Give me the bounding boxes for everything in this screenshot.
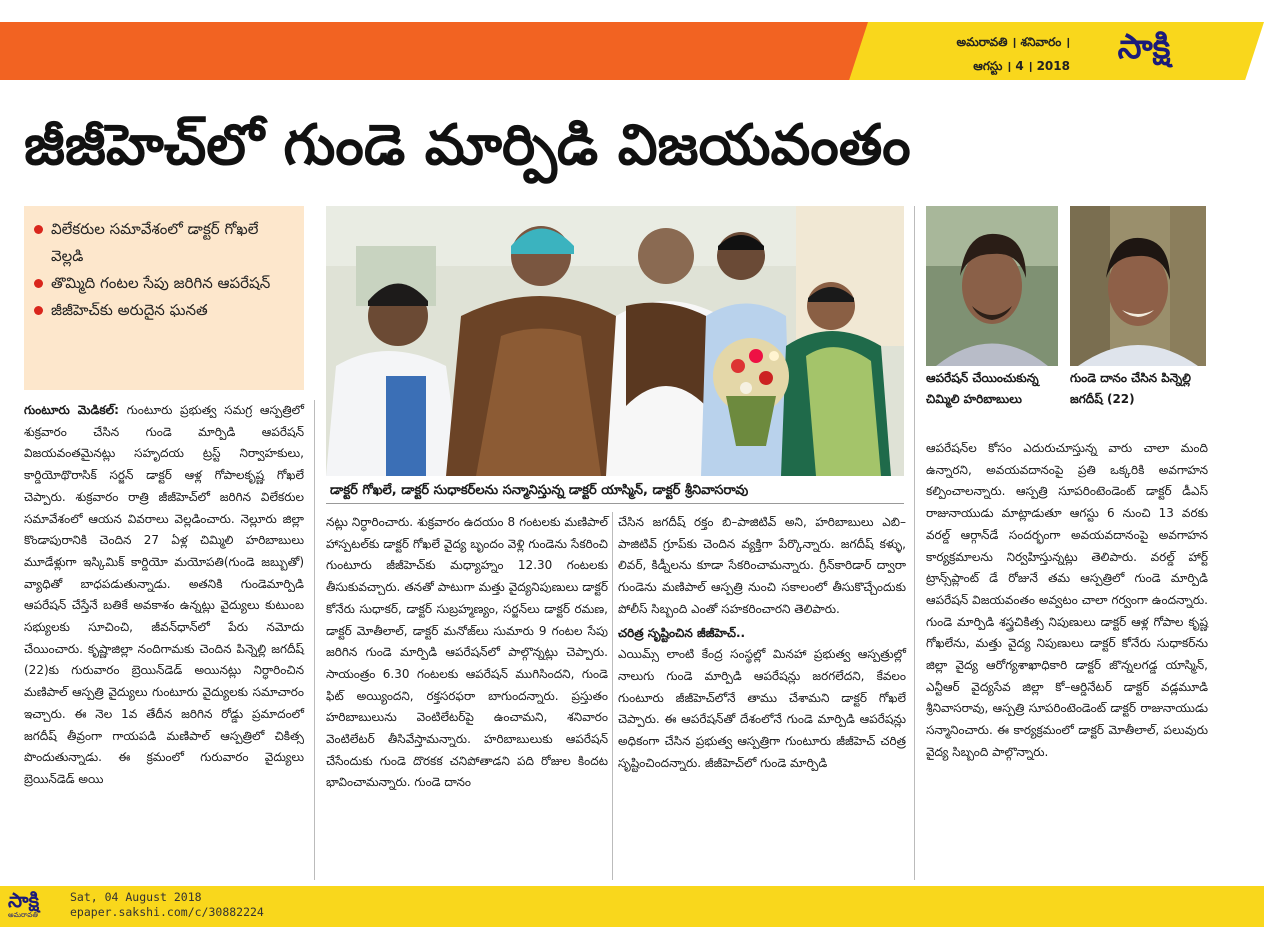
donor-caption: గుండె దానం చేసిన పిన్నెల్లి జగదీష్‌ (22) xyxy=(1070,371,1191,406)
bullet-icon xyxy=(34,306,43,315)
felicitation-photo xyxy=(326,206,904,476)
article-column-1 xyxy=(24,400,304,791)
highlight-text: తొమ్మిది గంటల సేపు జరిగిన ఆపరేషన్‌ xyxy=(51,274,271,292)
article-text: నట్లు నిర్ధారించారు. శుక్రవారం ఉదయం 8 గంటలకు మణిపాల్‌ హాస్పటల్‌కు డాక్టర్‌ గోఖలే వైద్య బృందం వెళ్లి గుండెను సేకరించి గుంటూరు జీజీహెచ్‌కు మధ్యాహ్నం 12.30 గంటలకు తీసుకువచ్చారు. తనతో పాటుగా మత్తు వైద్యనిపుణులు డాక్టర్‌ కోనేరు సుధాకర్‌, డాక్టర్‌ సుబ్రహ్మణ్యం, సర్జన్‌లు డాక్టర్‌ రమణ, డాక్టర్‌ మోతీలాల్‌, డాక్టర్‌ మనోజ్‌లు సుమారు 9 గంటల సేపు జరిగిన గుండె మార్పిడి ఆపరేషన్‌లో పాల్గొన్నట్లు చెప్పారు. సాయంత్రం 6.30 గంటలకు ఆపరేషన్‌ ముగిసిందని, గుండె ఫిట్‌ అయ్యిందని, రక్తసరఫరా బాగుందన్నారు. ప్రస్తుతం హరిబాబులును వెంటిలేటర్‌పై ఉంచామని, శనివారం వెంటిలేటర్‌ తీసివేస్తామన్నారు. హరిబాబులుకు ఆపరేషన్‌ చేసేందుకు గుండె దొరకక చనిపోతాడని పది రోజుల కిందట భావించామన్నారు. గుండె దానం xyxy=(326,515,608,790)
column-divider xyxy=(612,512,613,880)
article-text: చేసిన జగదీష్‌ రక్తం బి–పాజిటివ్‌ అని, హరిబాబులు ఎబి–పాజిటివ్‌ గ్రూప్‌కు చెందిన వ్యక్తిగా పేర్కొన్నారు. జగదీష్‌ కళ్ళు, లివర్‌, కిడ్నీలను కూడా సేకరించామన్నారు. గ్రీన్‌కారిడార్‌ ద్వారా గుండెను మణిపాల్‌ ఆస్పత్రి నుంచి సకాలంలో తీసుకొచ్చేందుకు పోలీస్‌ సిబ్బంది ఎంతో సహకరించారని తెలిపారు. xyxy=(618,515,906,616)
recipient-portrait-illustration xyxy=(926,206,1058,366)
article-column-4 xyxy=(926,438,1208,764)
highlights-box xyxy=(24,206,304,390)
epaper-footer xyxy=(0,886,1264,927)
highlight-item xyxy=(34,216,294,270)
edition-dateline xyxy=(910,30,1070,78)
article-column-2 xyxy=(326,512,608,794)
footer-date: Sat, 04 August 2018 xyxy=(70,890,202,904)
bullet-icon xyxy=(34,225,43,234)
sakshi-logo-text: సాక్షి xyxy=(1117,27,1171,67)
dateline-city-day: అమరావతి । శనివారం । xyxy=(956,35,1070,49)
article-text: గుంటూరు ప్రభుత్వ సమగ్ర ఆస్పత్రిలో శుక్రవారం చేసిన గుండె మార్పిడి ఆపరేషన్‌ విజయవంతమైనట్లు సహృదయ ట్రస్ట్‌ నిర్వాహకులు, కార్డియోథొరాసిక్‌ సర్జన్‌ డాక్టర్‌ ఆళ్ల గోపాలకృష్ణ గోఖలే చెప్పారు. శుక్రవారం రాత్రి జీజీహెచ్‌లో జరిగిన విలేకరుల సమావేశంలో ఆయన వివరాలు వెల్లడించారు. నెల్లూరు జిల్లా కొండాపురానికి చెందిన 27 ఏళ్ల చిమ్మిలి హరిబాబులు మూడేళ్లుగా ఇస్కిమిక్‌ కార్డియో మయోపతి(గుండె జబ్బుతో) వ్యాధితో బాధపడుతున్నాడు. అతనికి గుండెమార్పిడి ఆపరేషన్‌ చేస్తేనే బతికే అవకాశం ఉన్నట్లు వైద్యులు కుటుంబ సభ్యులకు సూచించి, జీవన్‌ధాన్‌లో పేరు నమోదు చేయించారు. కృష్ణాజిల్లా నందిగామకు చెందిన పిన్నెల్లి జగదీష్‌ (22)కు గురువారం బ్రెయిన్‌డెడ్‌ అయినట్లు నిర్ధారించిన మణిపాల్‌ ఆస్పత్రి వైద్యులు గుంటూరు వైద్యులకు సమాచారం ఇచ్చారు. ఈ నెల 1వ తేదీన జరిగిన రోడ్డు ప్రమాదంలో జగదీష్‌ తీవ్రంగా గాయపడి మణిపాల్‌ ఆస్పత్రిలో చికిత్స పొందుతున్నాడు. ఈ క్రమంలో గురువారం వైద్యులు బ్రెయిన్‌డెడ్‌ అయి xyxy=(24,403,304,786)
article-text: ఎయిమ్స్‌ లాంటి కేంద్ర సంస్థల్లో మినహా ప్రభుత్వ ఆస్పత్రుల్లో నాలుగు గుండె మార్పిడి ఆపరేషన్లు జరగలేదని, కేవలం గుంటూరు జీజీహెచ్‌లోనే తాము చేశామని డాక్టర్‌ గోఖలే చెప్పారు. ఈ ఆపరేషన్‌తో దేశంలోనే గుండె మార్పిడి ఆపరేషన్లు అధికంగా చేసిన ప్రభుత్వ ఆస్పత్రిగా గుంటూరు జీజీహెచ్‌ చరిత్ర సృష్టించిందన్నారు. జీజీహెచ్‌లో గుండె మార్పిడి xyxy=(618,647,906,770)
donor-portrait-illustration xyxy=(1070,206,1206,366)
highlight-text: జీజీహెచ్‌కు అరుదైన ఘనత xyxy=(51,301,208,319)
donor-portrait xyxy=(1070,206,1206,366)
footer-info xyxy=(70,890,264,920)
footer-logo-edition: అమరావతి xyxy=(8,911,38,919)
highlight-item xyxy=(34,297,294,324)
recipient-portrait xyxy=(926,206,1058,366)
article-dateline: గుంటూరు మెడికల్‌: xyxy=(24,403,119,417)
masthead-orange-strip xyxy=(0,22,880,80)
recipient-caption: ఆపరేషన్‌ చేయించుకున్న చిమ్మిలి హరిబాబులు xyxy=(926,371,1039,406)
felicitation-photo-illustration xyxy=(326,206,904,476)
column-divider xyxy=(914,206,915,880)
highlight-text: విలేకరుల సమావేశంలో డాక్టర్‌ గోఖలే వెల్లడి xyxy=(51,220,259,265)
column-divider xyxy=(314,400,315,880)
dateline-date: ఆగస్టు । 4 । 2018 xyxy=(973,59,1070,73)
masthead-band xyxy=(0,22,1264,80)
bullet-icon xyxy=(34,279,43,288)
sakshi-logo xyxy=(1084,26,1204,76)
article-text: ఆపరేషన్‌ల కోసం ఎదురుచూస్తున్న వారు చాలా మంది ఉన్నారని, అవయవదానంపై ప్రతి ఒక్కరికి అవగాహన కల్పించాలన్నారు. ఆస్పత్రి సూపరింటెండెంట్‌ డాక్టర్‌ డీఎస్‌ రాజునాయుడు మాట్లాడుతూ ఆగస్టు 6 నుంచి 13 వరకు వరల్డ్‌ ఆర్గాన్‌డే సందర్భంగా అవయవదానంపై అవగాహన కార్యక్రమాలను నిర్వహిస్తున్నట్లు తెలిపారు. వరల్డ్‌ హార్ట్‌ ట్రాన్స్‌ప్లాంట్‌ డే రోజునే తమ ఆస్పత్రిలో గుండె మార్పిడి ఆపరేషన్‌ విజయవంతం అవ్వటం చాలా గర్వంగా ఉందన్నారు. గుండె మార్పిడి శస్త్రచికిత్స నిపుణులు డాక్టర్‌ ఆళ్ల గోపాల కృష్ణ గోఖలేను, మత్తు వైద్య నిపుణులు డాక్టర్‌ కోనేరు సుధాకర్‌ను జిల్లా వైద్య ఆరోగ్యశాఖాధికారి డాక్టర్‌ జొన్నలగడ్డ యాస్మిన్‌, ఎన్టీఆర్‌ వైద్యసేవ జిల్లా కో–ఆర్డినేటర్‌ డాక్టర్‌ వడ్లమూడి శ్రీనివాసరావు, ఆస్పత్రి సూపరింటెండెంట్‌ డాక్టర్‌ రాజునాయుడు సన్మానించారు. ఈ కార్యక్రమంలో డాక్టర్‌ మోతీలాల్‌, పలువురు వైద్య సిబ్బంది పాల్గొన్నారు. xyxy=(926,441,1208,759)
footer-logo-text: సాక్షి xyxy=(8,888,40,912)
photo-caption: డాక్టర్‌ గోఖలే, డాక్టర్‌ సుధాకర్‌లను సన్మానిస్తున్న డాక్టర్‌ యాస్మిన్‌, డాక్టర్‌ శ్రీనివాసరావు xyxy=(326,478,904,504)
article-column-3 xyxy=(618,512,906,774)
headline: జీజీహెచ్‌లో గుండె మార్పిడి విజయవంతం xyxy=(24,113,911,178)
article-subheading: చరిత్ర సృష్టించిన జీజీహెచ్‌.. xyxy=(618,625,746,640)
highlight-item xyxy=(34,270,294,297)
footer-logo xyxy=(8,889,64,923)
footer-url[interactable]: epaper.sakshi.com/c/30882224 xyxy=(70,905,264,919)
